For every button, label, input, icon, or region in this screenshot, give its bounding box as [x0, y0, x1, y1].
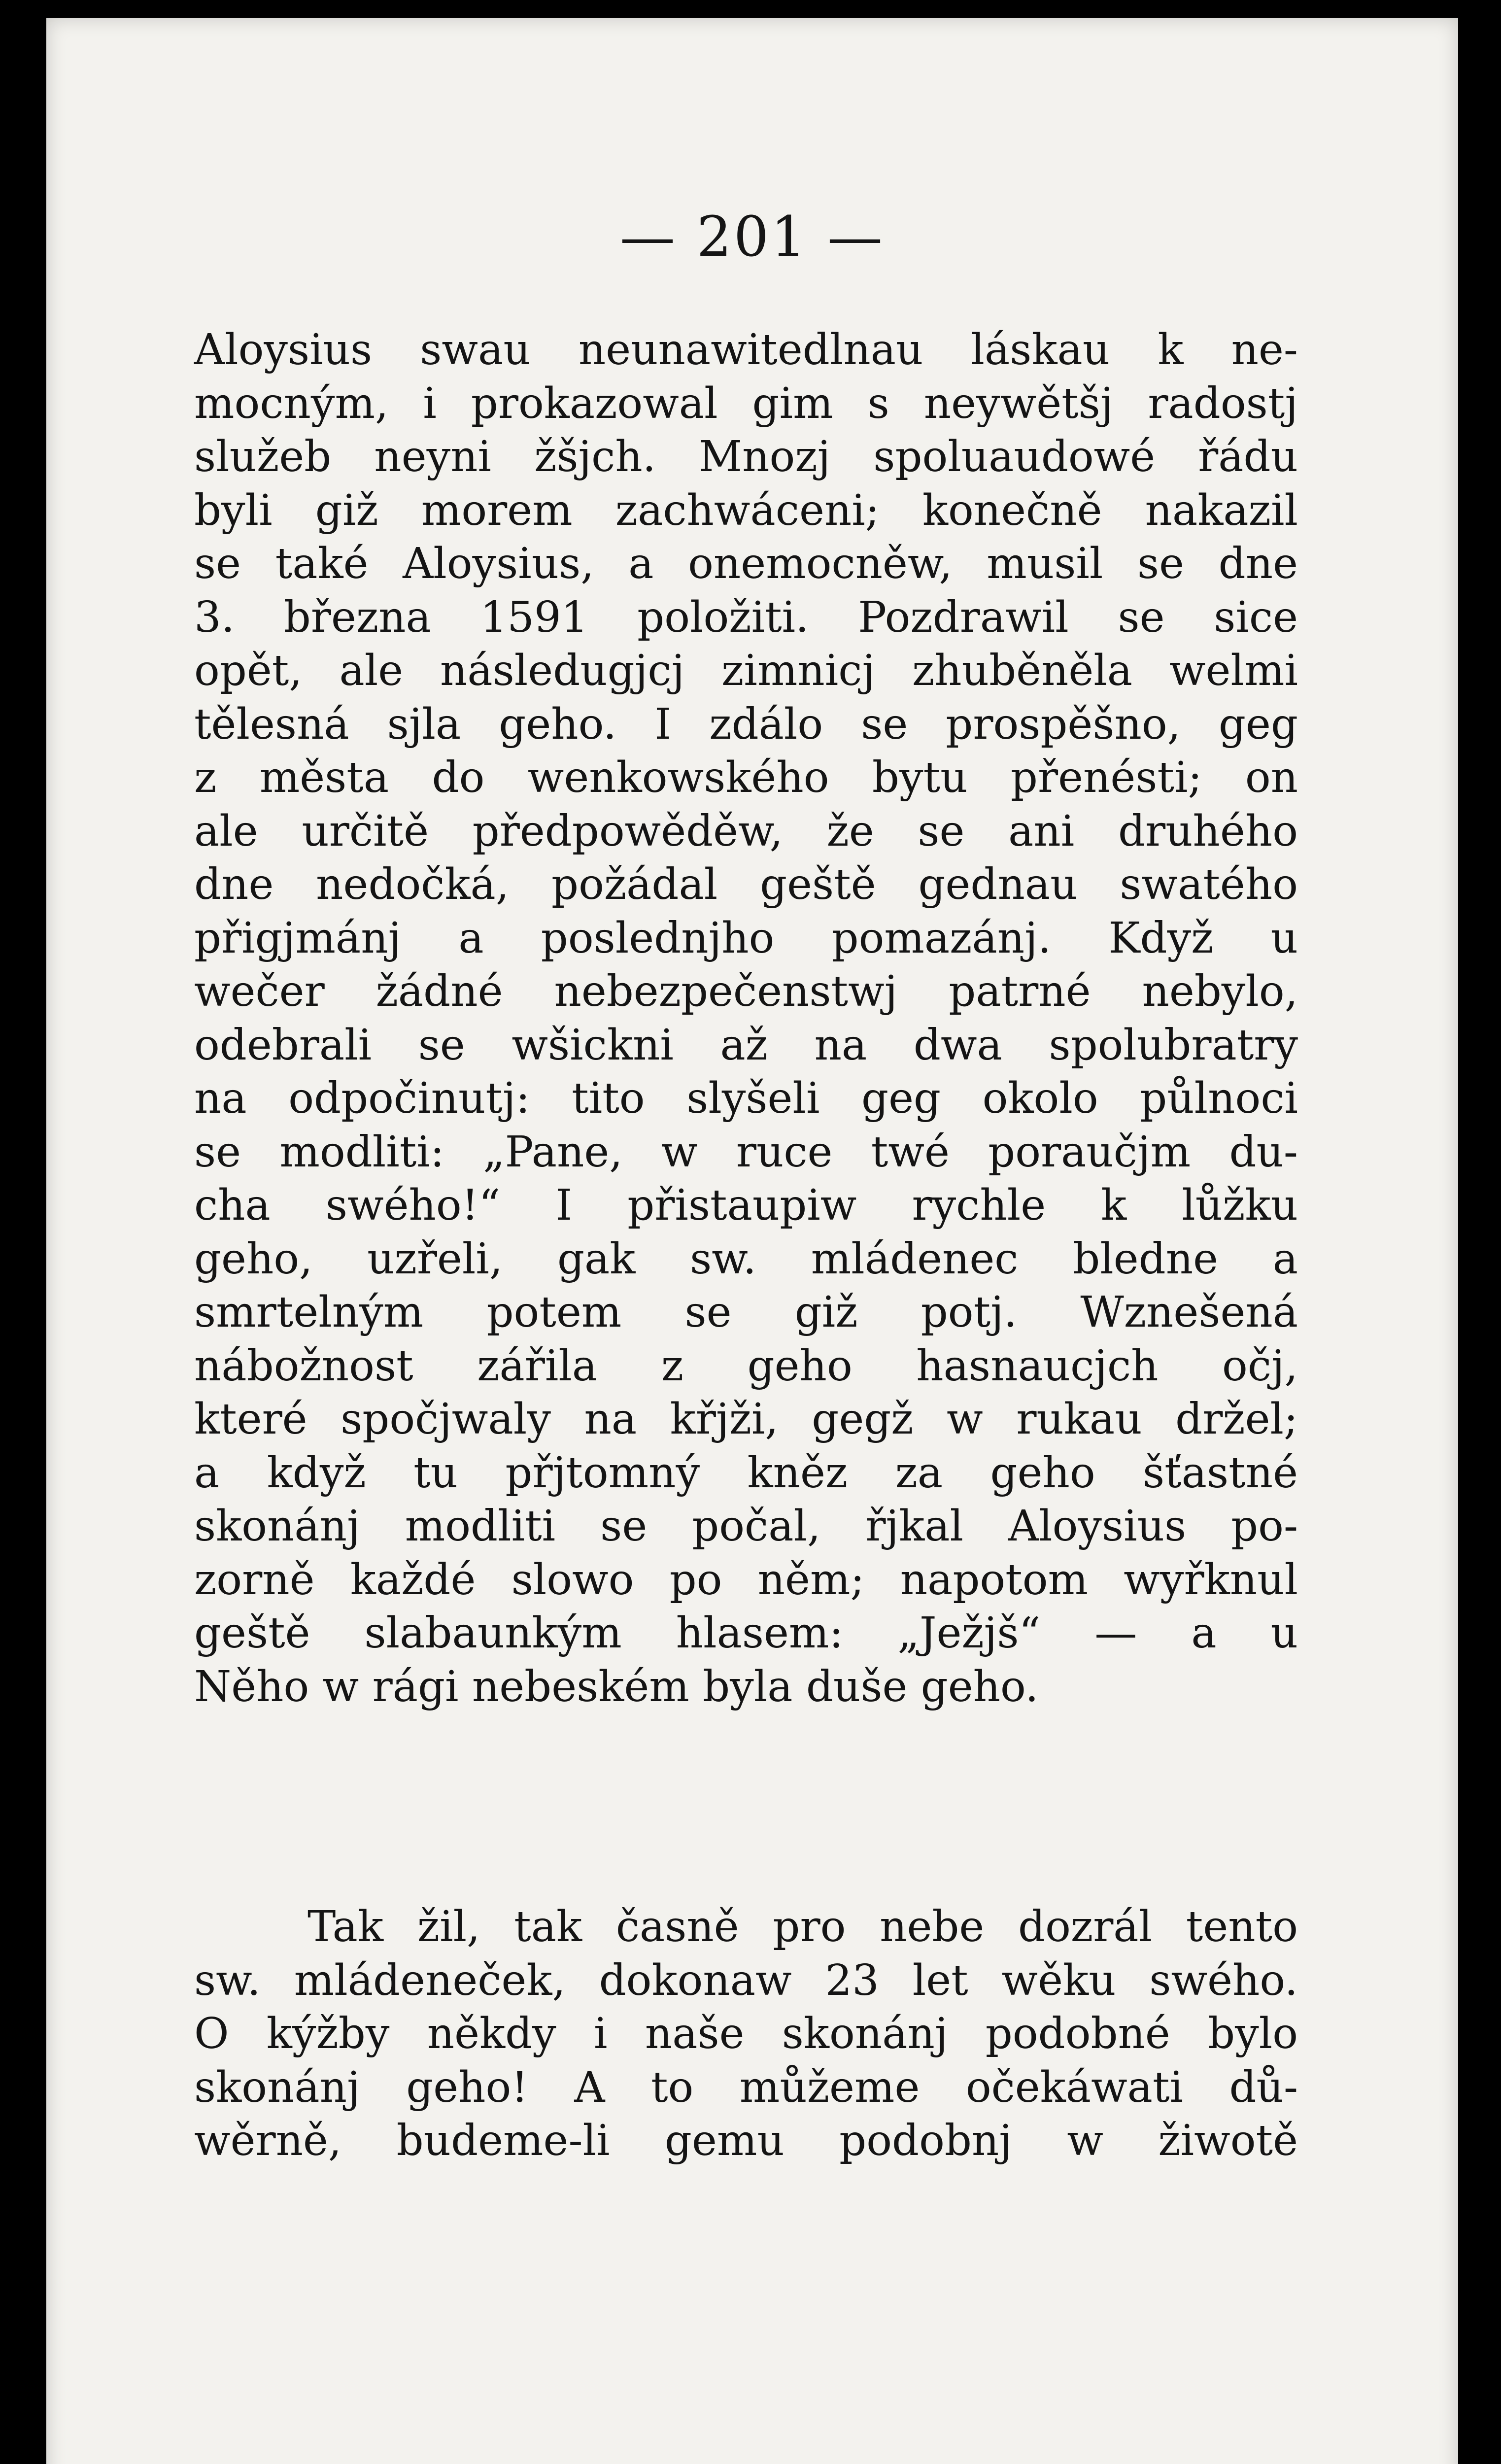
text-line: geště slabaunkým hlasem: „Ježjš“ — a u	[194, 1608, 1298, 1658]
text-line: Něho w rági nebeském byla duše geho.	[194, 1662, 1039, 1711]
paragraph-2	[194, 1900, 1298, 2168]
text-line: a když tu přjtomný kněz za geho šťastné	[194, 1448, 1298, 1498]
text-line: z města do wenkowského bytu přenésti; on	[194, 753, 1298, 802]
text-line: tělesná sjla geho. I zdálo se prospěšno, geg	[194, 699, 1298, 749]
text-line: které spočjwaly na křjži, gegž w rukau držel;	[194, 1395, 1298, 1444]
text-line: sw. mládeneček, dokonaw 23 let wěku swého.	[194, 1955, 1298, 2005]
text-line: se modliti: „Pane, w ruce twé poraučjm du-	[194, 1127, 1298, 1177]
text-line: geho, uzřeli, gak sw. mládenec bledne a	[194, 1234, 1298, 1284]
text-line: přigjmánj a poslednjho pomazánj. Když u	[194, 913, 1298, 963]
text-line: odebrali se wšickni až na dwa spolubratry	[194, 1020, 1298, 1070]
text-line: 3. března 1591 položiti. Pozdrawil se sice	[194, 592, 1298, 642]
text-line: ale určitě předpowěděw, že se ani druhého	[194, 806, 1298, 856]
text-line: služeb neyni žšjch. Mnozj spoluaudowé řádu	[194, 432, 1298, 481]
text-line: skonánj modliti se počal, řjkal Aloysius po-	[194, 1502, 1298, 1551]
text-line: Aloysius swau neunawitedlnau láskau k ne-	[194, 325, 1298, 375]
text-line: opět, ale následugjcj zimnicj zhuběněla welmi	[194, 646, 1298, 695]
page-number: — 201 —	[620, 205, 885, 269]
book-page	[46, 18, 1458, 2464]
text-line: skonánj geho! A to můžeme očekáwati dů-	[194, 2062, 1298, 2112]
text-line: nábožnost zářila z geho hasnaucjch očj,	[194, 1341, 1298, 1391]
paragraph-1	[194, 323, 1298, 1713]
text-line: mocným, i prokazowal gim s neywětšj radostj	[194, 378, 1298, 428]
text-line: na odpočinutj: tito slyšeli geg okolo půlnoci	[194, 1074, 1298, 1123]
text-line: Tak žil, tak časně pro nebe dozrál tento	[307, 1902, 1298, 1951]
text-line: zorně každé slowo po něm; napotom wyřknul	[194, 1555, 1298, 1605]
text-line: byli giž morem zachwáceni; konečně nakazil	[194, 485, 1298, 535]
text-line: wečer žádné nebezpečenstwj patrné nebylo,	[194, 967, 1298, 1016]
text-line: dne nedočká, požádal geště gednau swatého	[194, 860, 1298, 909]
text-line: smrtelným potem se giž potj. Wznešená	[194, 1288, 1298, 1337]
text-line: cha swého!“ I přistaupiw rychle k lůžku	[194, 1181, 1298, 1230]
text-line: se také Aloysius, a onemocněw, musil se dne	[194, 539, 1298, 588]
text-line: wěrně, budeme-li gemu podobnj w žiwotě	[194, 2116, 1298, 2165]
text-line: O kýžby někdy i naše skonánj podobné bylo	[194, 2009, 1298, 2058]
